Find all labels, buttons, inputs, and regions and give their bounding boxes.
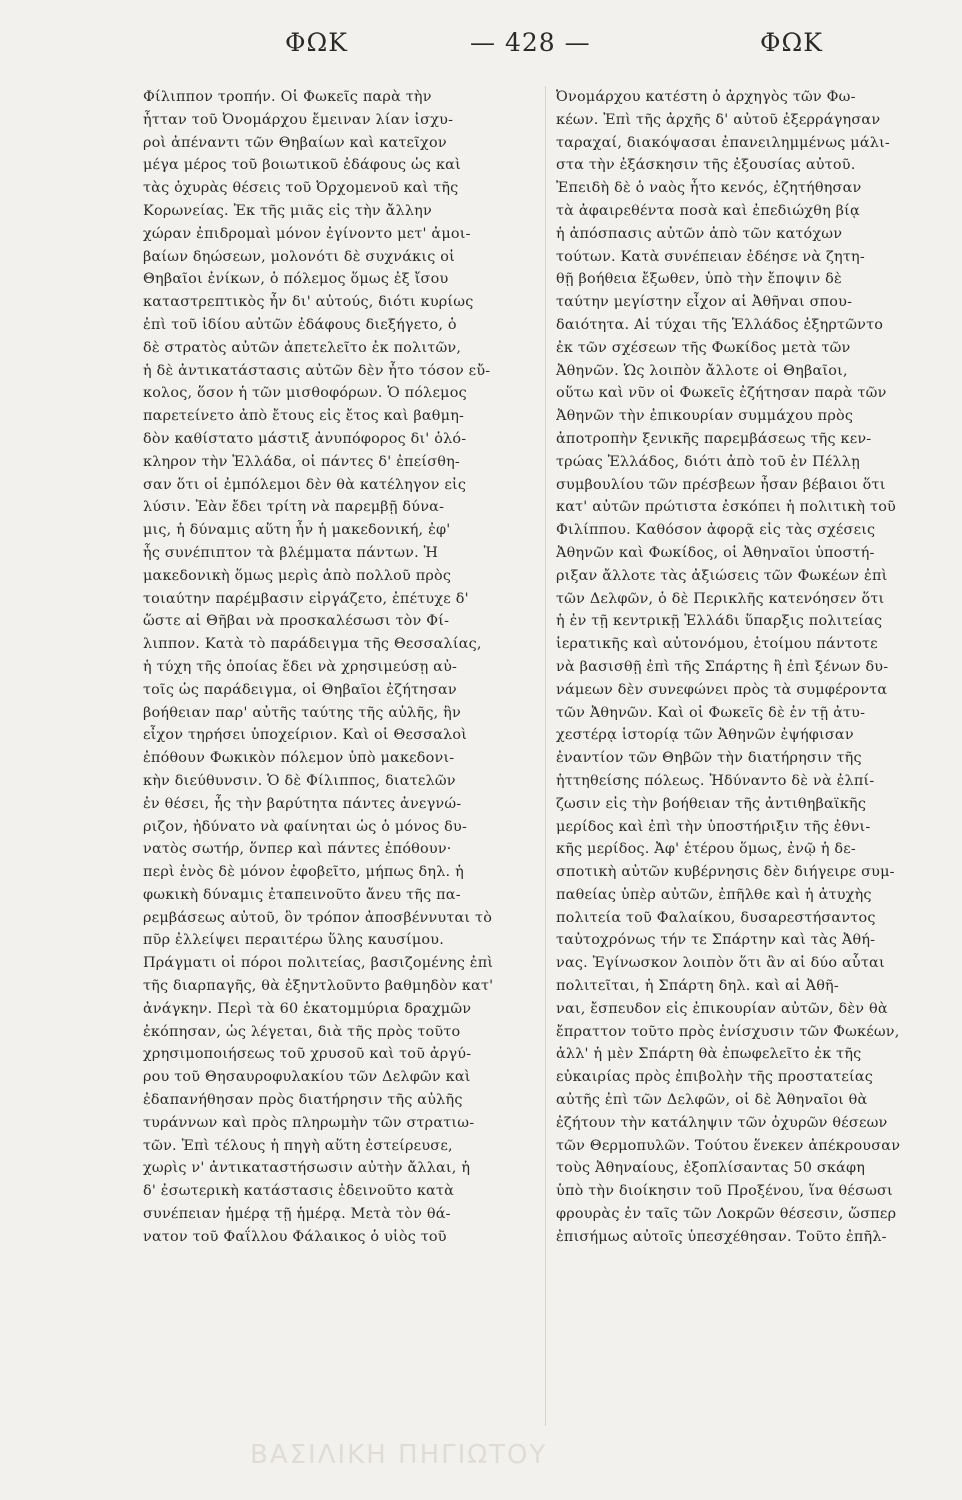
text-line: νατὸς σωτήρ, ὅνπερ καὶ πάντες ἐπόθουν· [143,841,452,858]
text-line: βαίων δηώσεων, μολονότι δὲ συχνάκις οἱ [143,248,455,265]
text-line: μακεδονικὴ ὅμως μερὶς ἀπὸ πολλοῦ πρὸς [143,567,452,584]
text-line: ἐπόθουν Φωκικὸν πόλεμον ὑπὸ μακεδονι- [143,750,455,767]
text-line: ἐδαπανήθησαν πρὸς διατήρησιν τῆς αὐλῆς [143,1092,463,1109]
text-line: ἡ δὲ ἀντικατάστασις αὐτῶν δὲν ἦτο τόσον εὔ- [143,362,491,379]
text-line: ἐναντίον τῶν Θηβῶν τὴν διατήρησιν τῆς [556,750,862,767]
right-text-column [556,86,956,1249]
text-line: ριζον, ἠδύνατο νὰ φαίνηται ὡς ὁ μόνος δυ- [143,818,468,835]
text-line: ταραχαί, διακόψασαι ἐπανειλημμένως μάλι- [556,134,890,151]
left-text-column [143,86,539,1249]
text-line: τῶν Ἀθηνῶν. Καὶ οἱ Φωκεῖς δὲ ἐν τῇ ἀτυ- [556,704,866,721]
text-line: Κορωνείας. Ἐκ τῆς μιᾶς εἰς τὴν ἄλλην [143,202,432,219]
text-line: κολος, ὅσον ἡ τῶν μισθοφόρων. Ὁ πόλεμος [143,385,467,402]
text-line: ρου τοῦ Θησαυροφυλακίου τῶν Δελφῶν καὶ [143,1069,471,1086]
text-line: τυράννων καὶ πρὸς πληρωμὴν τῶν στρατιω- [143,1114,475,1131]
text-line: εἶχον τηρήσει ὑποχείριον. Καὶ οἱ Θεσσαλοὶ [143,727,468,744]
text-line: ροὶ ἀπέναντι τῶν Θηβαίων καὶ κατεῖχον [143,134,447,151]
text-line: οὕτω καὶ νῦν οἱ Φωκεῖς ἐζήτησαν παρὰ τῶν [556,385,887,402]
text-line: ταύτην μεγίστην εἶχον αἱ Ἀθῆναι σπου- [556,294,853,311]
text-line: ἔπραττον τοῦτο πρὸς ἐνίσχυσιν τῶν Φωκέων, [556,1023,900,1040]
text-line: κέων. Ἐπὶ τῆς ἀρχῆς δ' αὐτοῦ ἐξερράγησαν [556,111,881,128]
text-line: κὴν διεύθυνσιν. Ὁ δὲ Φίλιππος, διατελῶν [143,772,456,789]
text-line: φωκικὴ δύναμις ἐταπεινοῦτο ἄνευ τῆς πα- [143,886,461,903]
text-line: ἡττηθείσης πόλεως. Ἠδύναντο δὲ νὰ ἐλπί- [556,772,875,789]
text-line: πολιτεία τοῦ Φαλαίκου, δυσαρεστήσαντος [556,909,876,926]
text-line: ρεμβάσεως αὐτοῦ, ὃν τρόπον ἀποσβέννυται τὸ [143,909,493,926]
text-line: ἐκόπησαν, ὡς λέγεται, διὰ τῆς πρὸς τοῦτο [143,1023,461,1040]
text-line: κῆς μερίδος. Ἀφ' ἑτέρου ὅμως, ἐνῷ ἡ δε- [556,841,856,858]
text-line: χεστέρᾳ ἱστορίᾳ τῶν Ἀθηνῶν ἐψήφισαν [556,727,854,744]
text-line: σαν ὅτι οἱ ἐμπόλεμοι δὲν θὰ κατέληγον εἰς [143,476,467,493]
text-line: χρησιμοποιήσεως τοῦ χρυσοῦ καὶ τοῦ ἀργύ- [143,1046,472,1063]
text-line: μις, ἡ δύναμις αὕτη ἦν ἡ μακεδονική, ἐφ' [143,522,451,539]
text-line: Φίλιππον τροπήν. Οἱ Φωκεῖς παρὰ τὴν [143,89,432,105]
column-divider [545,86,546,1426]
text-line: ἧς συνέπιπτον τὰ βλέμματα πάντων. Ἡ [143,544,439,561]
text-line: δὸν καθίστατο μάστιξ ἀνυπόφορος δι' ὁλό- [143,430,467,447]
text-line: ἧτταν τοῦ Ὀνομάρχου ἔμειναν λίαν ἰσχυ- [143,111,454,128]
text-line: τῆς διαρπαγῆς, θὰ ἐξηντλοῦντο βαθμηδὸν κατ' [143,978,494,995]
text-line: ἐπὶ τοῦ ἰδίου αὐτῶν ἐδάφους διεξήγετο, ὁ [143,316,457,333]
text-line: Ἀθηνῶν τὴν ἐπικουρίαν συμμάχου πρὸς [556,408,854,425]
text-line: φρουρὰς ἐν ταῖς τῶν Λοκρῶν θέσεσιν, ὥσπερ [556,1206,897,1223]
text-line: πῦρ ἐλλείψει περαιτέρω ὕλης καυσίμου. [143,932,444,949]
text-line: τοιαύτην παρέμβασιν εἰργάζετο, ἐπέτυχε δ' [143,590,469,607]
header-left-word: ΦΩΚ [285,28,348,57]
text-line: ἐζήτουν τὴν κατάληψιν τῶν ὀχυρῶν θέσεων [556,1114,888,1131]
text-line: δὲ στρατὸς αὐτῶν ἀπετελεῖτο ἐκ πολιτῶν, [143,339,462,356]
text-line: βοήθειαν παρ' αὐτῆς ταύτης τῆς αὐλῆς, ἣν [143,704,461,721]
text-line: τὰ ἀφαιρεθέντα ποσὰ καὶ ἐπεδιώχθη βίᾳ [556,202,860,219]
text-line: χώραν ἐπιδρομαὶ μόνον ἐγίνοντο μετ' ἀμοι- [143,225,471,242]
text-line: Πράγματι οἱ πόροι πολιτείας, βασιζομένης ἐπὶ [143,955,494,972]
text-line: νας. Ἐγίνωσκον λοιπὸν ὅτι ἂν αἱ δύο αὗται [556,955,885,972]
text-line: Ἐπειδὴ δὲ ὁ ναὸς ἦτο κενός, ἐζητήθησαν [556,180,862,197]
text-line: Ἀθηνῶν καὶ Φωκίδος, οἱ Ἀθηναῖοι ὑποστή- [556,544,875,561]
text-line: λύσιν. Ἐὰν ἔδει τρίτη νὰ παρεμβῇ δύνα- [143,499,445,516]
text-line: ἀλλ' ἡ μὲν Σπάρτη θὰ ἐπωφελεῖτο ἐκ τῆς [556,1046,862,1063]
text-line: τούτων. Κατὰ συνέπειαν ἐδέησε νὰ ζητη- [556,248,865,265]
page-header [0,28,962,68]
text-line: τῶν Δελφῶν, ὁ δὲ Περικλῆς κατενόησεν ὅτι [556,590,885,607]
text-line: τρώας Ἑλλάδος, διότι ἀπὸ τοῦ ἐν Πέλλῃ [556,453,860,470]
text-line: τοὺς Ἀθηναίους, ἐξοπλίσαντας 50 σκάφη [556,1160,866,1177]
text-line: συνέπειαν ἡμέρᾳ τῇ ἡμέρᾳ. Μετὰ τὸν θά- [143,1206,451,1223]
text-line: κληρον τὴν Ἑλλάδα, οἱ πάντες δ' ἐπείσθη- [143,453,460,470]
text-line: νάμεων δὲν συνεφώνει πρὸς τὰ συμφέροντα [556,681,888,698]
text-line: τῶν Θερμοπυλῶν. Τούτου ἕνεκεν ἀπέκρουσαν [556,1137,901,1154]
text-line: ἀποτροπὴν ξενικῆς παρεμβάσεως τῆς κεν- [556,430,872,447]
text-line: συμβουλίου τῶν πρέσβεων ἦσαν βέβαιοι ὅτι [556,476,886,493]
text-line: ἡ τύχη τῆς ὁποίας ἔδει νὰ χρησιμεύσῃ αὐ- [143,658,458,675]
text-line: πολιτεῖται, ἡ Σπάρτη δηλ. καὶ αἱ Ἀθῆ- [556,978,839,995]
text-line: ναι, ἔσπευδον εἰς ἐπικουρίαν αὐτῶν, δὲν θὰ [556,1000,888,1017]
text-line: τῶν. Ἐπὶ τέλους ἡ πηγὴ αὕτη ἐστείρευσε, [143,1137,453,1154]
text-line: παρετείνετο ἀπὸ ἔτους εἰς ἔτος καὶ βαθμη- [143,408,465,425]
text-line: δ' ἐσωτερικὴ κατάστασις ἐδεινοῦτο κατὰ [143,1183,455,1200]
text-line: στα τὴν ἐξάσκησιν τῆς ἐξουσίας αὐτοῦ. [556,157,856,174]
text-line: καταστρεπτικὸς ἦν δι' αὐτούς, διότι κυρίως [143,294,474,311]
text-line: μερίδος καὶ ἐπὶ τὴν ὑποστήριξιν τῆς ἐθνι- [556,818,871,835]
text-line: ταὐτοχρόνως τήν τε Σπάρτην καὶ τὰς Ἀθή- [556,932,876,949]
text-line: ἐπισήμως αὐτοῖς ὑπεσχέθησαν. Τοῦτο ἐπῆλ- [556,1228,887,1245]
text-line: ζωσιν εἰς τὴν βοήθειαν τῆς ἀντιθηβαϊκῆς [556,795,867,812]
text-line: ἐκ τῶν σχέσεων τῆς Φωκίδος μετὰ τῶν [556,339,851,356]
text-line: ἀνάγκην. Περὶ τὰ 60 ἑκατομμύρια δραχμῶν [143,1000,472,1017]
text-line: Φιλίππου. Καθόσον ἀφορᾷ εἰς τὰς σχέσεις [556,522,876,539]
text-line: ἱερατικῆς καὶ αὐτονόμου, ἑτοίμου πάντοτε [556,636,878,653]
text-line: περὶ ἑνὸς δὲ μόνον ἐφοβεῖτο, μήπως δηλ. ἡ [143,864,464,881]
header-right-word: ΦΩΚ [760,28,823,57]
text-line: νατον τοῦ Φαΐλλου Φάλαικος ὁ υἱὸς τοῦ [143,1228,447,1245]
page-number: — 428 — [470,28,591,57]
text-line: νὰ βασισθῇ ἐπὶ τῆς Σπάρτης ἢ ἐπὶ ξένων δυ- [556,658,889,675]
text-line: ἡ ἀπόσπασις αὐτῶν ἀπὸ τῶν κατόχων [556,225,843,242]
text-line: παθείας ὑπὲρ αὐτῶν, ἐπῆλθε καὶ ἡ ἀτυχὴς [556,886,872,903]
text-line: λιππον. Κατὰ τὸ παράδειγμα τῆς Θεσσαλίας, [143,636,482,653]
text-line: ριξαν ἄλλοτε τὰς ἀξιώσεις τῶν Φωκέων ἐπὶ [556,567,888,584]
text-line: θῇ βοήθεια ἔξωθεν, ὑπὸ τὴν ἔποψιν δὲ [556,271,842,288]
text-line: Ὀνομάρχου κατέστη ὁ ἀρχηγὸς τῶν Φω- [556,89,856,105]
text-line: ἐν θέσει, ἧς τὴν βαρύτητα πάντες ἀνεγνώ- [143,795,462,812]
text-line: εὐκαιρίας πρὸς ἐπιβολὴν τῆς προστατείας [556,1069,874,1086]
text-line: δαιότητα. Αἱ τύχαι τῆς Ἑλλάδος ἐξηρτῶντο [556,316,884,333]
watermark: ΒΑΣΙΛΙΚΗ ΠΗΓΙΩΤΟΥ [250,1440,548,1470]
text-line: τὰς ὀχυρὰς θέσεις τοῦ Ὀρχομενοῦ καὶ τῆς [143,180,459,197]
text-line: τοῖς ὡς παράδειγμα, οἱ Θηβαῖοι ἐζήτησαν [143,681,457,698]
text-line: ὑπὸ τὴν διοίκησιν τοῦ Προξένου, ἵνα θέσωσι [556,1183,893,1200]
text-line: μέγα μέρος τοῦ βοιωτικοῦ ἐδάφους ὡς καὶ [143,157,461,174]
text-line: Ἀθηνῶν. Ὡς λοιπὸν ἄλλοτε οἱ Θηβαῖοι, [556,362,848,379]
text-line: ἡ ἐν τῇ κεντρικῇ Ἑλλάδι ὕπαρξις πολιτείας [556,613,883,630]
text-line: κατ' αὐτῶν πρώτιστα ἐσκόπει ἡ πολιτικὴ τοῦ [556,499,897,516]
text-line: χωρὶς ν' ἀντικαταστήσωσιν αὐτὴν ἄλλαι, ἡ [143,1160,471,1177]
text-line: ὥστε αἱ Θῆβαι νὰ προσκαλέσωσι τὸν Φί- [143,613,450,630]
text-line: αὐτῆς ἐπὶ τῶν Δελφῶν, οἱ δὲ Ἀθηναῖοι θὰ [556,1092,868,1109]
text-line: Θηβαῖοι ἐνίκων, ὁ πόλεμος ὅμως ἐξ ἴσου [143,271,449,288]
text-line: σποτικὴ αὐτῶν κυβέρνησις δὲν διήγειρε συμ- [556,864,895,881]
